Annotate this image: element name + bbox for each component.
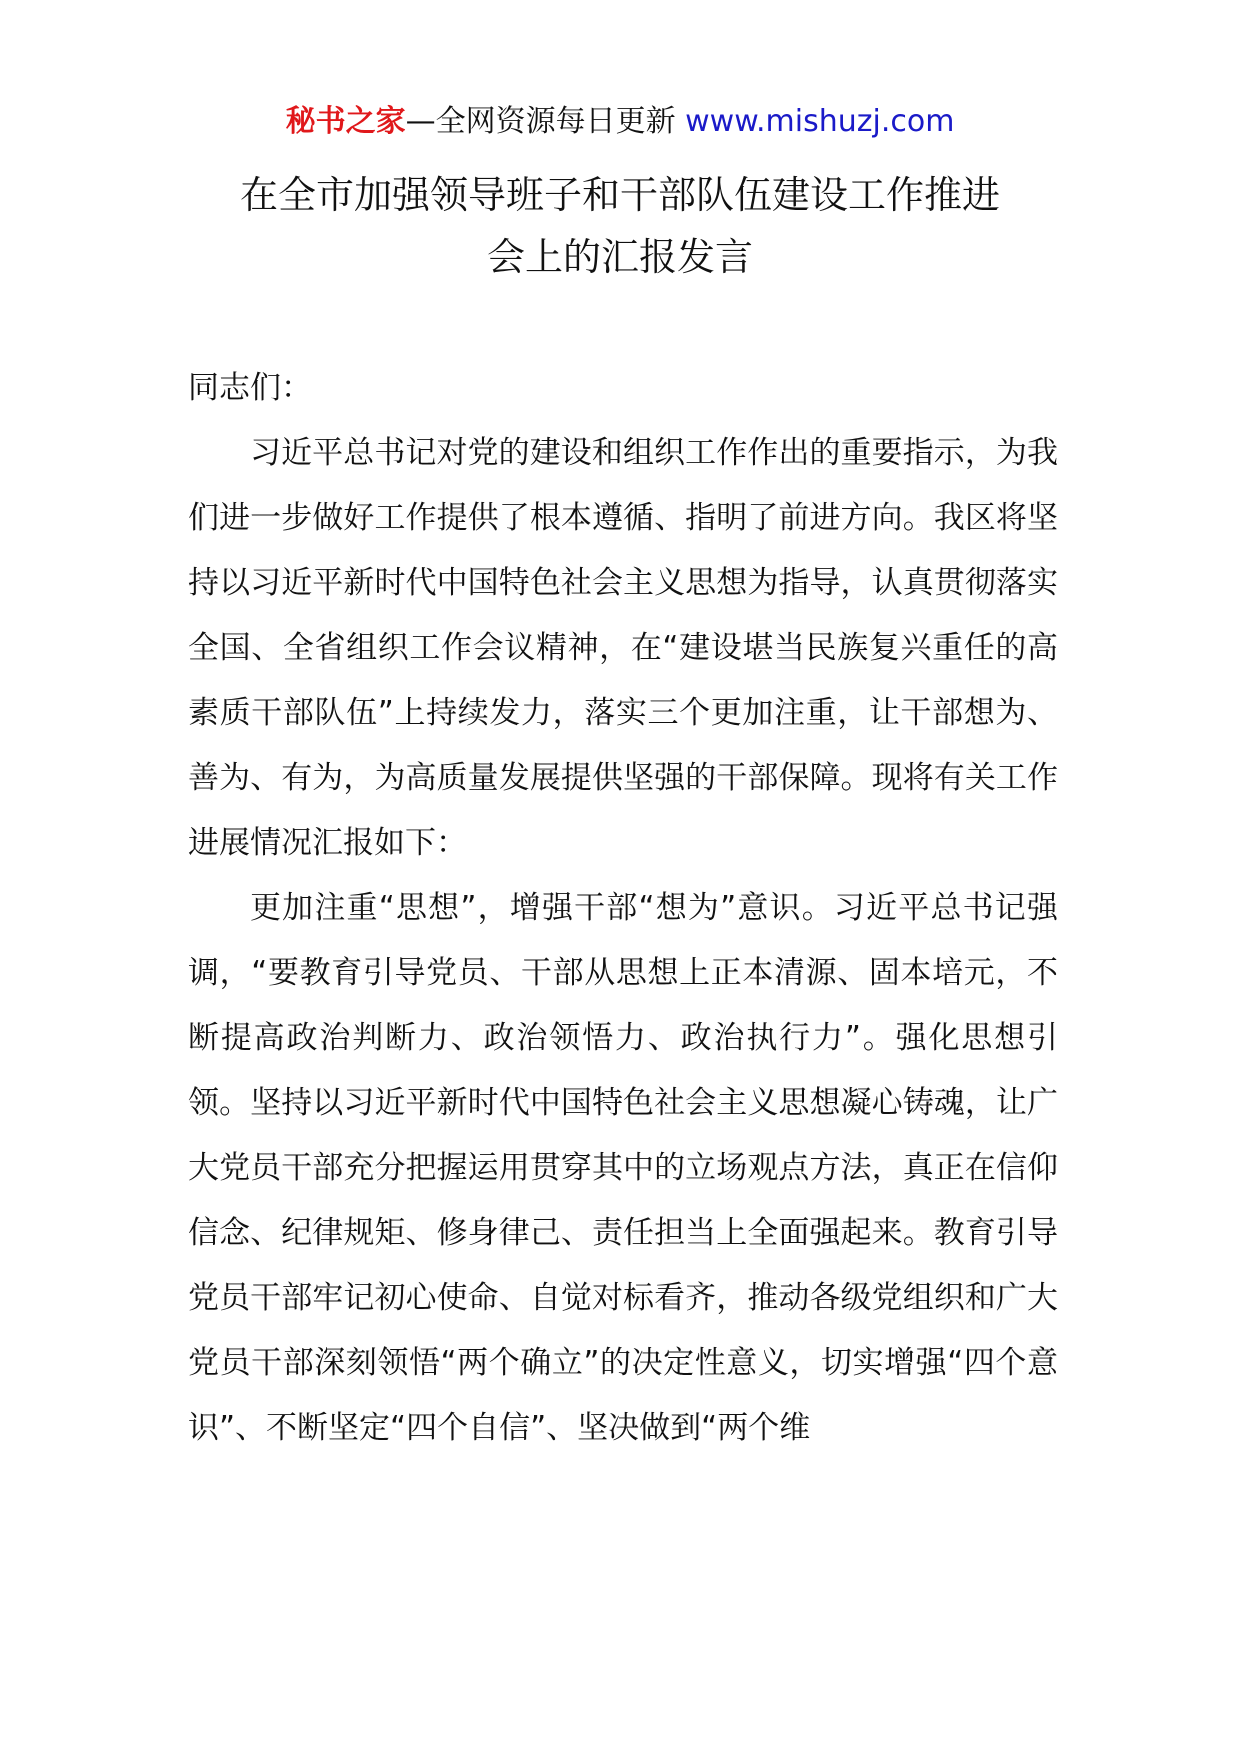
title-line-2: 会上的汇报发言 [486, 235, 753, 279]
banner-tagline: —全网资源每日更新 [405, 104, 686, 139]
paragraph-1: 习近平总书记对党的建设和组织工作作出的重要指示，为我们进一步做好工作提供了根本遵循、指明了前进方向。我区将坚持以习近平新时代中国特色社会主义思想为指导，认真贯彻落实全国、全省组织工作会议精神，在“建设堪当民族复兴重任的高素质干部队伍”上持续发力，落实三个更加注重，让干部想为、善为、有为，为高质量发展提供坚强的干部保障。现将有关工作进展情况汇报如下： [188, 435, 1058, 861]
title-line-1: 在全市加强领导班子和干部队伍建设工作推进 [239, 173, 1000, 217]
paragraph-2: 更加注重“思想”，增强干部“想为”意识。习近平总书记强调，“要教育引导党员、干部从思想上正本清源、固本培元，不断提高政治判断力、政治领悟力、政治执行力”。强化思想引领。坚持以习近平新时代中国特色社会主义思想凝心铸魂，让广大党员干部充分把握运用贯穿其中的立场观点方法，真正在信仰信念、纪律规矩、修身律己、责任担当上全面强起来。教育引导党员干部牢记初心使命、自觉对标看齐，推动各级党组织和广大党员干部深刻领悟“两个确立”的决定性意义，切实增强“四个意识”、不断坚定“四个自信”、坚决做到“两个维 [188, 890, 1058, 1446]
document-title [150, 164, 1090, 288]
salutation: 同志们： [188, 370, 312, 406]
document-body [188, 356, 1058, 1461]
site-url-link[interactable]: www.mishuzj.com [685, 104, 955, 139]
header-banner [0, 100, 1240, 144]
brand-name: 秘书之家 [285, 104, 406, 139]
